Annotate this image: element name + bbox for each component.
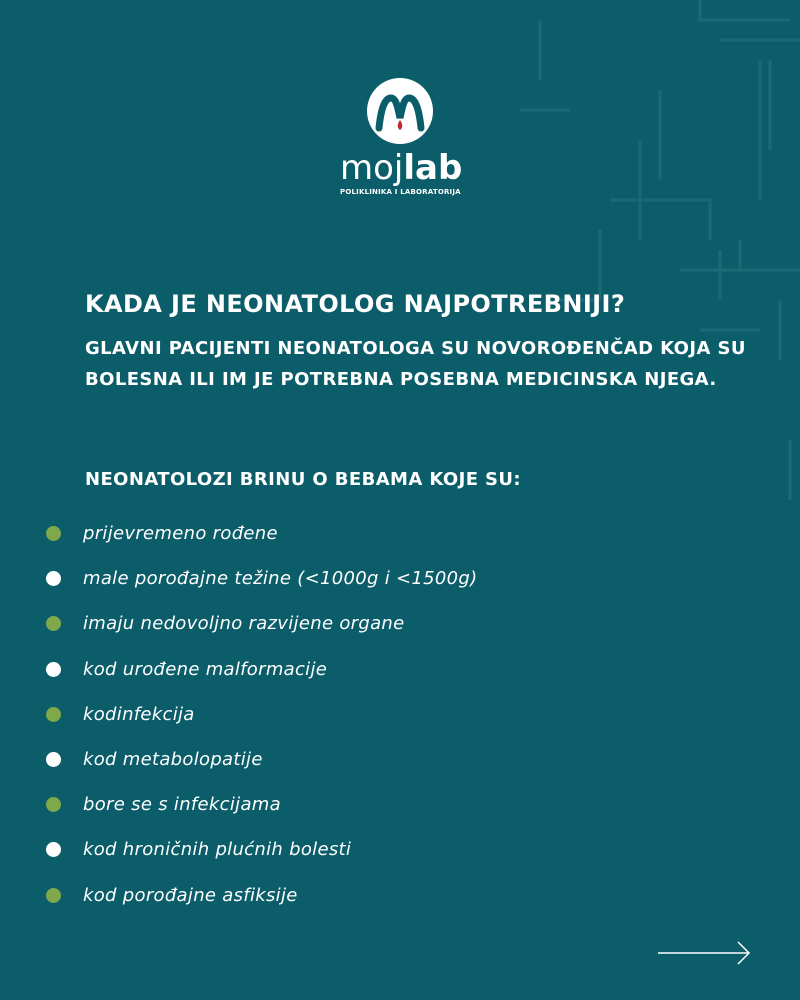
list-item-text: prijevremeno rođene — [83, 523, 278, 545]
logo-word-light: moj — [340, 148, 404, 188]
list-item — [44, 692, 477, 737]
page-title: KADA JE NEONATOLOG NAJPOTREBNIJI? — [85, 290, 626, 318]
list-item — [44, 737, 477, 782]
list-item-text: imaju nedovoljno razvijene organe — [83, 613, 405, 635]
list-item-text: kod urođene malformacije — [83, 658, 328, 680]
logo — [340, 78, 463, 196]
background-pattern — [460, 0, 800, 520]
list-item-text: male porođajne težine (<1000g i <1500g) — [83, 568, 478, 590]
list-item — [44, 511, 477, 556]
list-item-text: kodinfekcija — [83, 703, 195, 725]
intro-text: GLAVNI PACIJENTI NEONATOLOGA SU NOVOROĐENČAD KOJA SU BOLESNA ILI IM JE POTREBNA POSEBNA MEDICINSKA NJEGA. — [85, 338, 746, 390]
bullet-dot-icon — [46, 752, 61, 767]
mojlab-logo-icon — [367, 78, 433, 144]
list-item — [44, 647, 477, 692]
list-item — [44, 782, 477, 827]
bullet-dot-icon — [46, 707, 61, 722]
list-item — [44, 827, 477, 872]
list-item — [44, 601, 477, 646]
logo-word-bold: lab — [403, 148, 463, 188]
bullet-dot-icon — [46, 526, 61, 541]
bullet-list — [44, 511, 477, 918]
bullet-dot-icon — [46, 842, 61, 857]
logo-wordmark — [340, 148, 463, 188]
list-item-text: kod porođajne asfiksije — [83, 884, 298, 906]
bullet-dot-icon — [46, 662, 61, 677]
list-item-text: bore se s infekcijama — [83, 794, 281, 816]
bullet-dot-icon — [46, 888, 61, 903]
list-item-text: kod metabolopatije — [83, 749, 263, 771]
logo-subtitle: POLIKLINIKA I LABORATORIJA — [340, 188, 461, 196]
bullet-dot-icon — [46, 616, 61, 631]
bullet-dot-icon — [46, 571, 61, 586]
list-item — [44, 873, 477, 918]
bullet-dot-icon — [46, 797, 61, 812]
arrow-right-icon[interactable] — [656, 938, 752, 968]
list-item — [44, 556, 477, 601]
list-item-text: kod hroničnih plućnih bolesti — [83, 839, 352, 861]
list-heading: NEONATOLOZI BRINU O BEBAMA KOJE SU: — [85, 469, 522, 490]
